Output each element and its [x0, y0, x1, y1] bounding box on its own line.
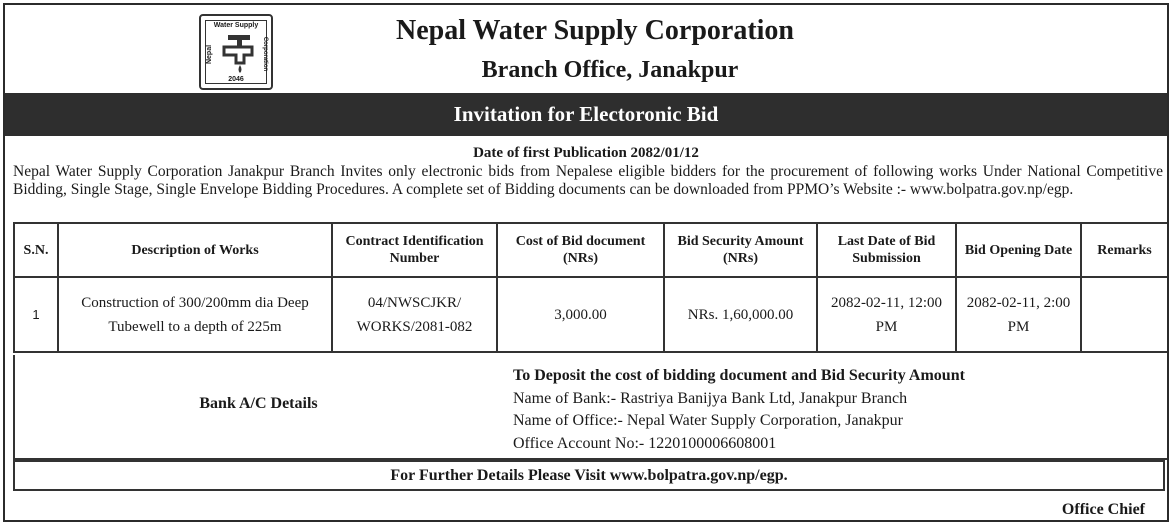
- logo-top-text: Water Supply: [213, 22, 259, 29]
- bank-label: Bank A/C Details: [199, 395, 318, 412]
- bank-name: Name of Bank:- Rastriya Banijya Bank Ltd, Janakpur Branch: [513, 389, 908, 407]
- col-header-sn: S.N.: [14, 223, 58, 277]
- bank-heading: To Deposit the cost of bidding document and Bid Security Amount: [513, 367, 965, 384]
- office-name: Name of Office:- Nepal Water Supply Corporation, Janakpur: [513, 412, 904, 429]
- publication-date: Date of first Publication 2082/01/12: [473, 145, 699, 161]
- cell-remarks: [1081, 277, 1168, 352]
- bank-details: [513, 365, 965, 455]
- cell-cost: 3,000.00: [497, 277, 664, 352]
- office-chief-signature: Office Chief: [1061, 501, 1145, 518]
- header: [5, 5, 1167, 93]
- cell-security: NRs. 1,60,000.00: [664, 277, 817, 352]
- account-number: Office Account No:- 1220100006608001: [513, 434, 777, 452]
- table-row: [14, 277, 1168, 352]
- logo-right-text: Corporation: [261, 36, 268, 72]
- col-header-contract-id: Contract Identification Number: [332, 223, 497, 277]
- col-header-remarks: Remarks: [1081, 223, 1168, 277]
- logo-year: 2046: [228, 76, 244, 83]
- table-header-row: [14, 223, 1168, 277]
- logo-left-text: Nepal: [206, 44, 214, 65]
- bank-details-box: [13, 355, 1169, 460]
- further-details: For Further Details Please Visit www.bolpatra.gov.np/egp.: [13, 460, 1165, 491]
- org-name: Nepal Water Supply Corporation: [395, 15, 794, 46]
- col-header-security: Bid Security Amount (NRs): [664, 223, 817, 277]
- cell-description: Construction of 300/200mm dia Deep Tubewell to a depth of 225m: [58, 277, 332, 352]
- intro-paragraph: Nepal Water Supply Corporation Janakpur Branch Invites only electronic bids from Nepalese eligible bidders for the procurement of following works Under National Competitive Bidding, Single Stage, Single Envelope Bidding Procedures. A complete set of Bidding documents can be downloaded from PPMO’s Website :- www.bolpatra.gov.np/egp.: [13, 163, 1163, 198]
- bid-table: [13, 222, 1169, 353]
- cell-opening: 2082-02-11, 2:00 PM: [956, 277, 1081, 352]
- col-header-cost: Cost of Bid document (NRs): [497, 223, 664, 277]
- col-header-last-date: Last Date of Bid Submission: [817, 223, 956, 277]
- cell-contract-id: 04/NWSCJKR/ WORKS/2081-082: [332, 277, 497, 352]
- col-header-opening: Bid Opening Date: [956, 223, 1081, 277]
- title-banner: Invitation for Electoronic Bid: [5, 93, 1167, 136]
- cell-sn: 1: [14, 277, 58, 352]
- branch-name: Branch Office, Janakpur: [481, 57, 739, 83]
- col-header-description: Description of Works: [58, 223, 332, 277]
- cell-last-date: 2082-02-11, 12:00 PM: [817, 277, 956, 352]
- bid-notice: [3, 3, 1169, 522]
